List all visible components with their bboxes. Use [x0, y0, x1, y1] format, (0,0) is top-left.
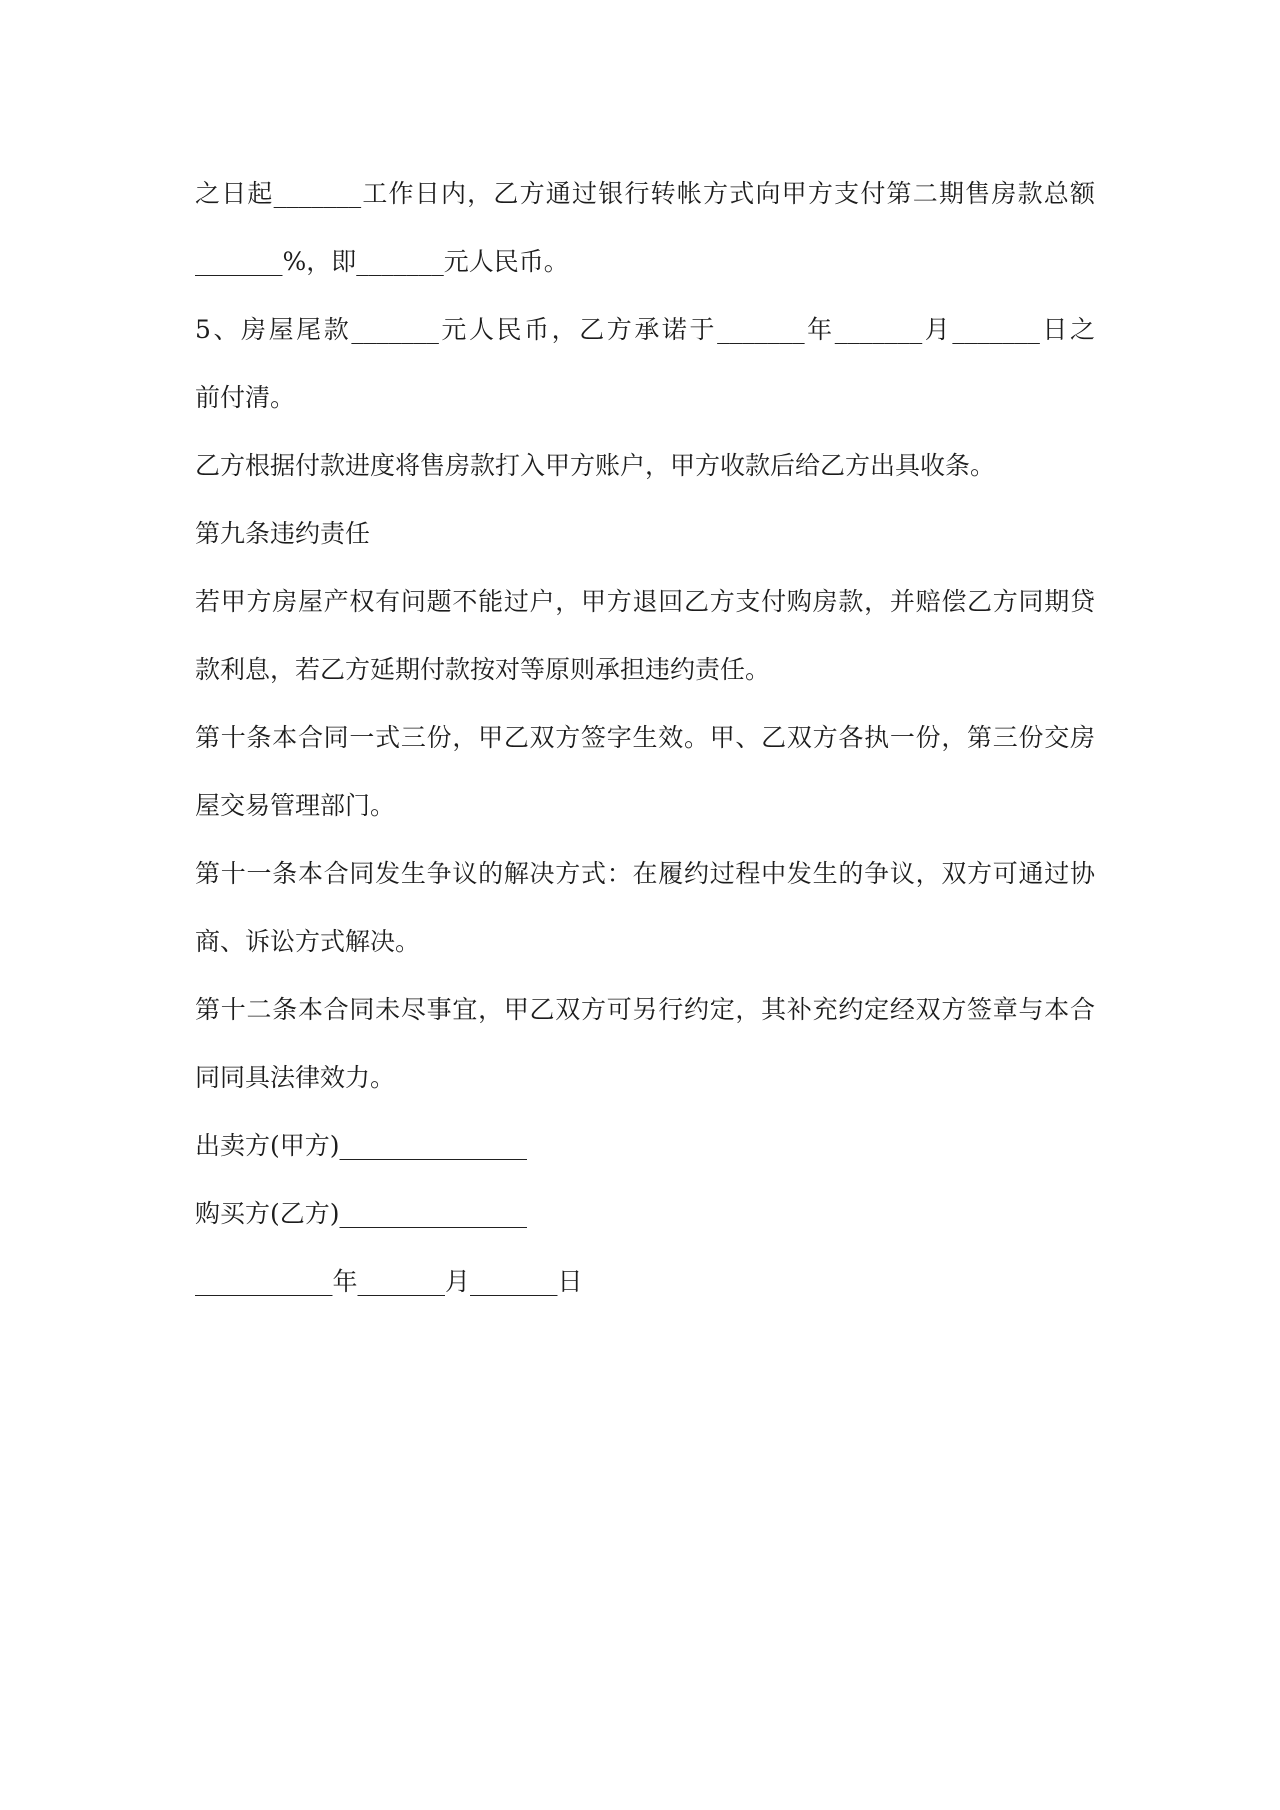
text-line: 第十条本合同一式三份，甲乙双方签字生效。甲、乙双方各执一份，第三份交房 — [195, 723, 1095, 752]
date-line: ___________年_______月_______日 — [195, 1267, 583, 1296]
contract-text — [195, 160, 1095, 1316]
text-line: 若甲方房屋产权有问题不能过户，甲方退回乙方支付购房款，并赔偿乙方同期贷 — [195, 587, 1095, 616]
text-line: 前付清。 — [195, 383, 296, 412]
text-line: 商、诉讼方式解决。 — [195, 927, 421, 956]
text-line: 第十一条本合同发生争议的解决方式：在履约过程中发生的争议，双方可通过协 — [195, 859, 1095, 888]
text-line: _______%，即_______元人民币。 — [195, 247, 569, 276]
text-line: 5、房屋尾款_______元人民币，乙方承诺于_______年_______月_______日之 — [195, 315, 1095, 344]
text-line: 之日起_______工作日内，乙方通过银行转帐方式向甲方支付第二期售房款总额 — [195, 179, 1095, 208]
text-line: 款利息，若乙方延期付款按对等原则承担违约责任。 — [195, 655, 771, 684]
text-line: 第十二条本合同未尽事宜，甲乙双方可另行约定，其补充约定经双方签章与本合 — [195, 995, 1095, 1024]
seller-signature-line: 出卖方(甲方)_______________ — [195, 1131, 528, 1160]
text-line: 乙方根据付款进度将售房款打入甲方账户，甲方收款后给乙方出具收条。 — [195, 451, 996, 480]
text-line: 屋交易管理部门。 — [195, 791, 396, 820]
buyer-signature-line: 购买方(乙方)_______________ — [195, 1199, 528, 1228]
section-heading: 第九条违约责任 — [195, 519, 371, 548]
text-line: 同同具法律效力。 — [195, 1063, 396, 1092]
